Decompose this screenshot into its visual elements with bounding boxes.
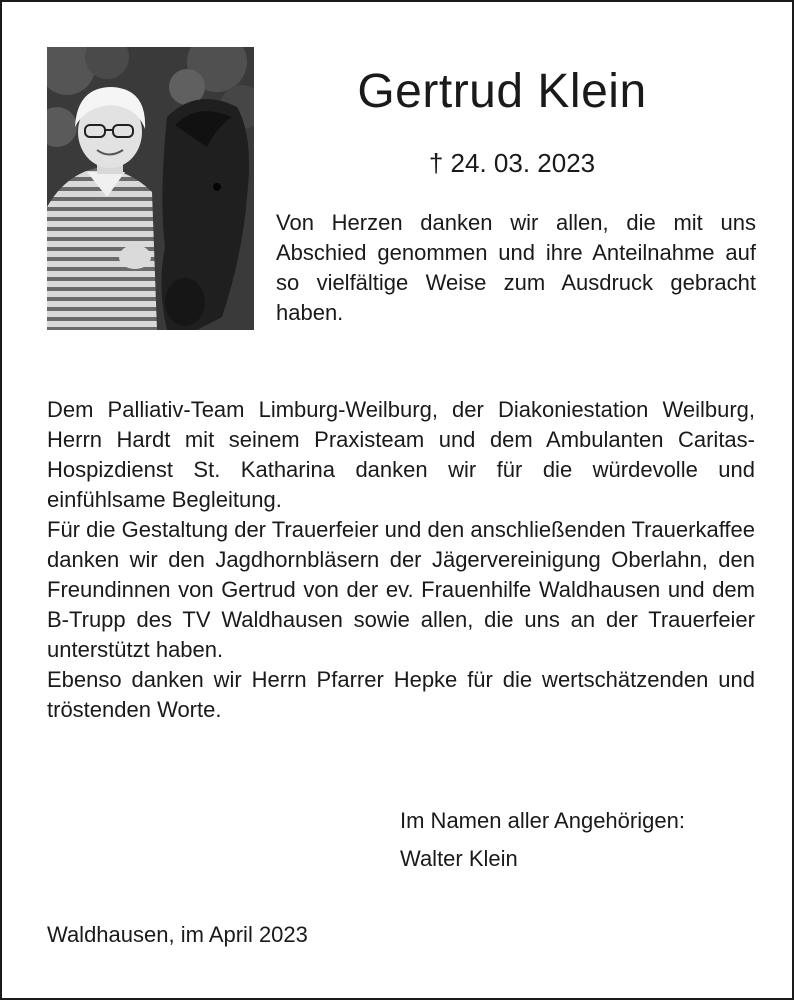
signature-name: Walter Klein xyxy=(400,846,518,871)
sign-off xyxy=(400,802,760,878)
place-date: Waldhausen, im April 2023 xyxy=(47,922,308,947)
closing-line: Im Namen aller Angehörigen: xyxy=(400,808,685,833)
thanks-paragraph-3: Ebenso danken wir Herrn Pfarrer Hepke für die wertschätzenden und tröstenden Worte. xyxy=(47,667,755,722)
intro-text: Von Herzen danken wir allen, die mit uns Abschied genommen und ihre Anteilnahme auf so vielfältige Weise zum Ausdruck gebracht haben. xyxy=(276,210,756,325)
portrait-photo xyxy=(47,47,254,330)
thanks-paragraph-1: Dem Palliativ-Team Limburg-Weilburg, der Diakoniestation Weilburg, Herrn Hardt mit seinem Praxisteam und dem Ambulanten Caritas-Hospizdienst St. Katharina danken wir für die würdevolle und einfühlsame Begleitung. xyxy=(47,397,755,512)
death-date: † 24. 03. 2023 xyxy=(428,148,596,178)
thanks-body xyxy=(47,395,755,725)
thanks-paragraph-2: Für die Gestaltung der Trauerfeier und den anschließenden Trauerkaffee danken wir den Jagdhornbläsern der Jägervereinigung Oberlahn, den Freundinnen von Gertrud von der ev. Frauenhilfe Waldhausen und dem B-Trupp des TV Waldhausen sowie allen, die uns an der Trauerfeier unterstützt haben. xyxy=(47,517,755,662)
deceased-name: Gertrud Klein xyxy=(357,65,647,118)
